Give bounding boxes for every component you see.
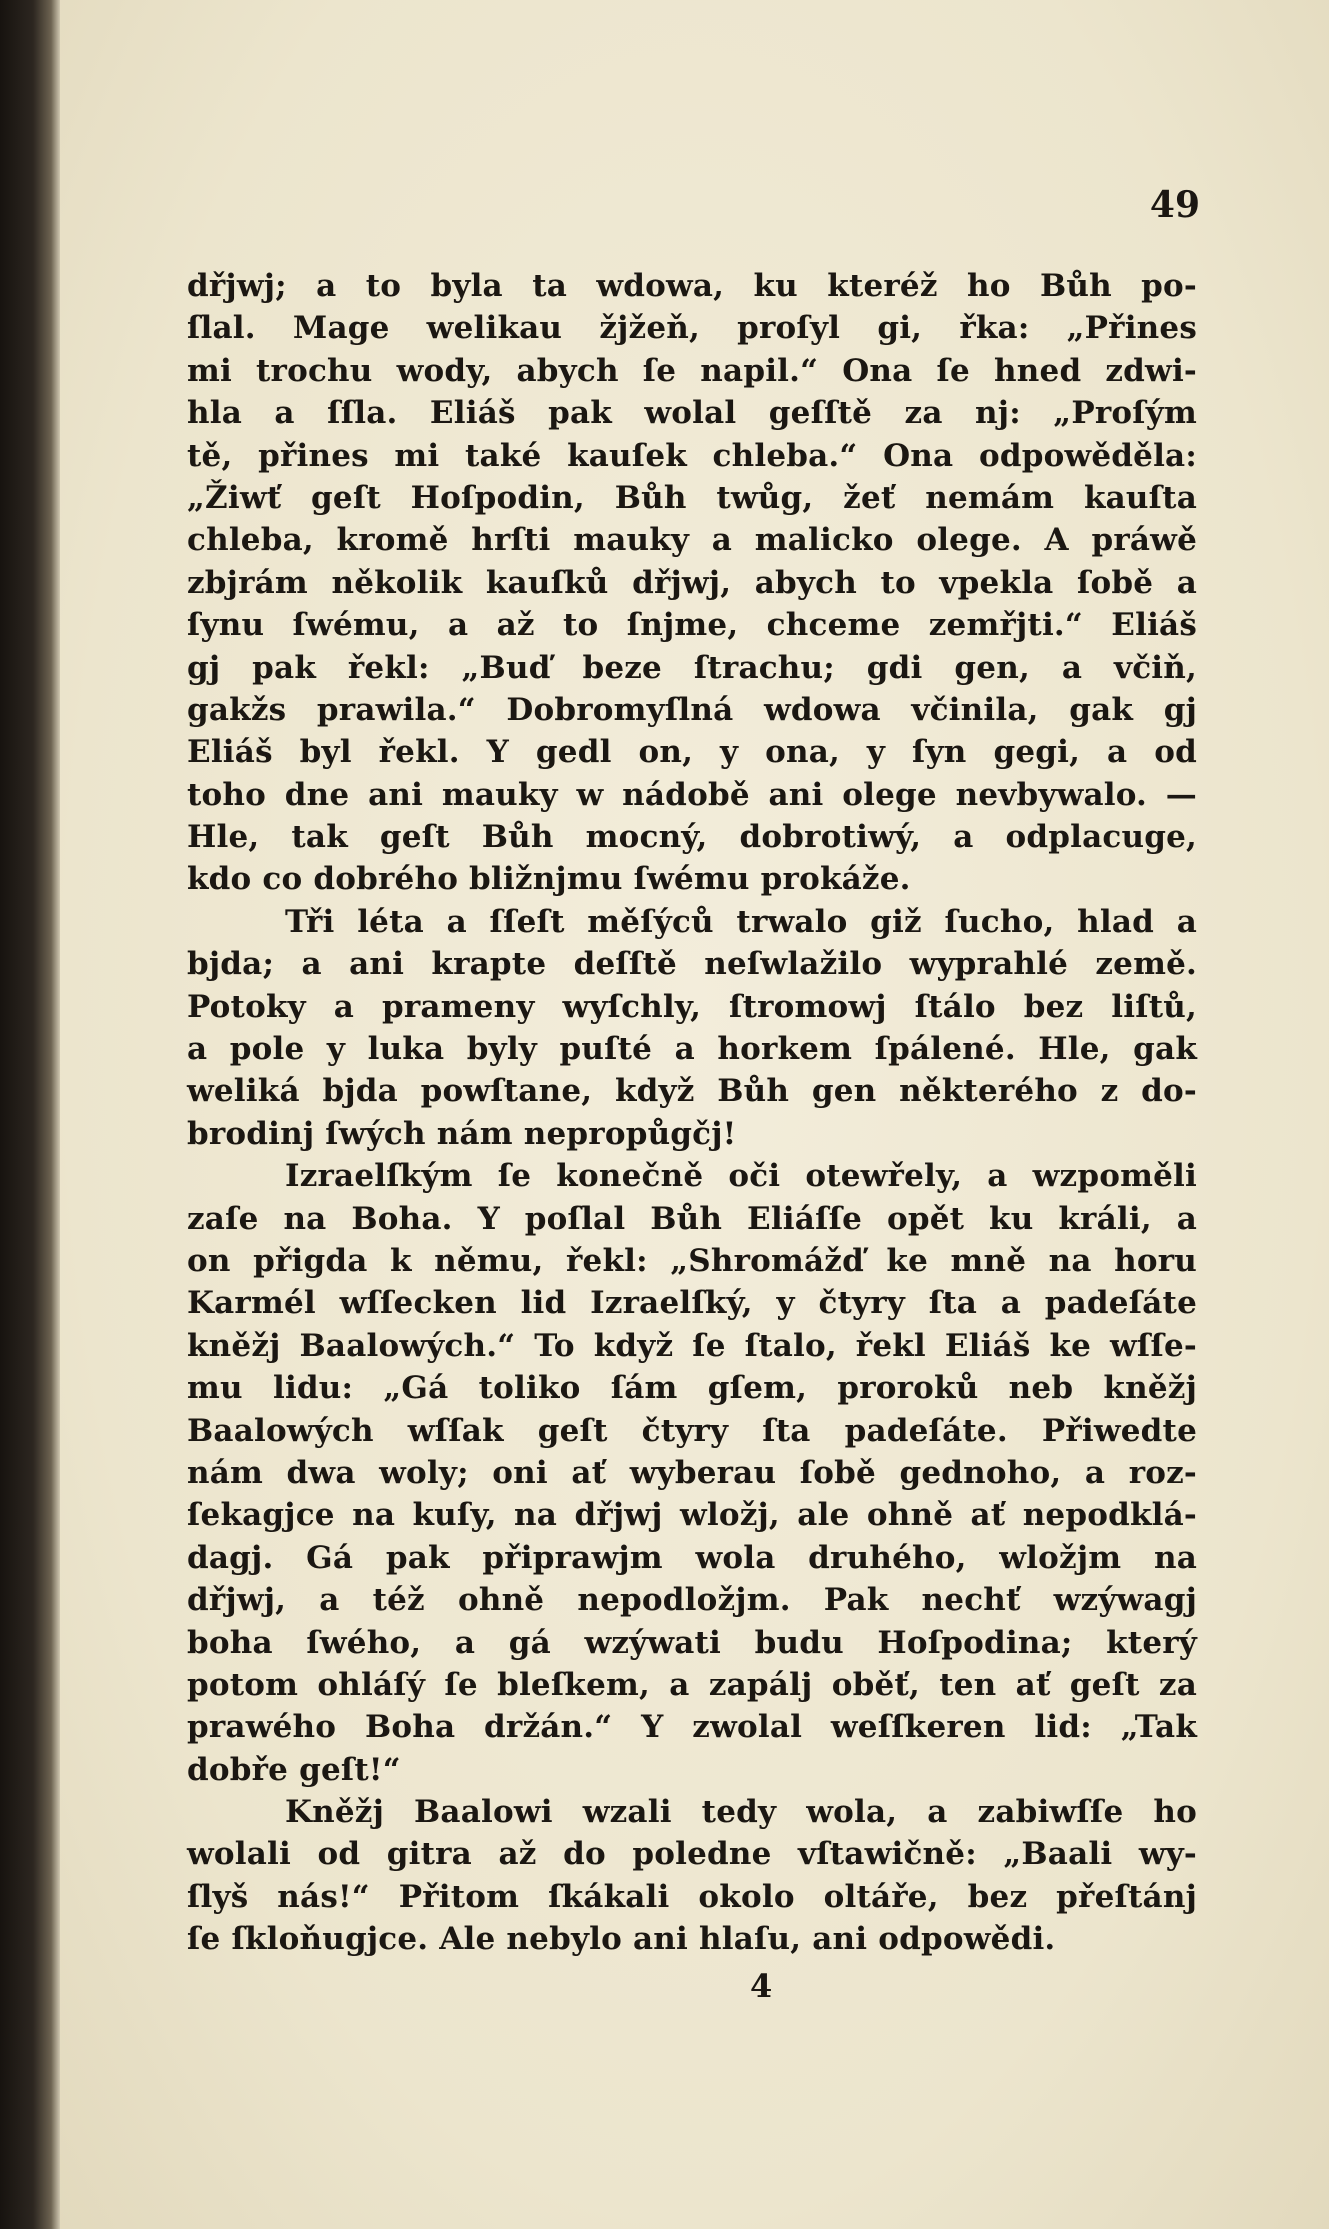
text-line: gakžs prawila.“ Dobromyſlná wdowa včinila, gak gj xyxy=(187,691,1197,728)
text-line: mu lidu: „Gá toliko ſám gſem, proroků neb kněžj xyxy=(187,1370,1197,1407)
text-line: gj pak řekl: „Buď beze ſtrachu; gdi gen, a včiň, xyxy=(187,649,1197,686)
printer-signature-mark: 4 xyxy=(750,1967,773,2005)
text-line: Tři léta a ſſeſt měſýců trwalo giž ſucho, hlad a xyxy=(285,903,1197,940)
text-line: weliká bjda powſtane, když Bůh gen některého z do- xyxy=(187,1073,1197,1110)
text-line: dobře geſt!“ xyxy=(187,1751,401,1788)
page-number: 49 xyxy=(1149,184,1200,226)
text-line: tě, přines mi také kauſek chleba.“ Ona odpowěděla: xyxy=(187,437,1197,474)
text-line: Baalowých wſſak geſt čtyry ſta padeſáte. Přiwedte xyxy=(187,1412,1197,1449)
text-line: prawého Boha držán.“ Y zwolal weſſkeren lid: „Tak xyxy=(187,1709,1197,1746)
text-line: zaſe na Boha. Y poſlal Bůh Eliáſſe opět ku králi, a xyxy=(187,1200,1197,1237)
book-spine-shadow xyxy=(0,0,60,2229)
text-line: wolali od gitra až do poledne vſtawičně: „Baali wy- xyxy=(187,1836,1197,1873)
text-line: Eliáš byl řekl. Y gedl on, y ona, y ſyn gegi, a od xyxy=(187,734,1197,771)
text-line: ſlal. Mage welikau žjžeň, proſyl gi, řka: „Přines xyxy=(187,310,1197,347)
text-line: on přigda k němu, řekl: „Shromážď ke mně na horu xyxy=(187,1242,1197,1279)
text-line: potom ohláſý ſe bleſkem, a zapálj oběť, ten ať geſt za xyxy=(187,1666,1197,1703)
text-line: a pole y luka byly puſté a horkem ſpálené. Hle, gak xyxy=(187,1031,1197,1068)
text-line: ſlyš nás!“ Přitom ſkákali okolo oltáře, bez přeſtánj xyxy=(187,1878,1197,1915)
text-line: „Žiwť geſt Hoſpodin, Bůh twůg, žeť nemám kauſta xyxy=(187,479,1197,516)
text-line: kdo co dobrého bližnjmu ſwému prokáže. xyxy=(187,861,911,898)
text-line: brodinj ſwých nám nepropůgčj! xyxy=(187,1115,737,1152)
body-text xyxy=(187,265,1197,1961)
text-line: dagj. Gá pak připrawjm wola druhého, wložjm na xyxy=(187,1539,1197,1576)
text-line: bjda; a ani krapte deſſtě neſwlažilo wyprahlé země. xyxy=(187,946,1197,983)
text-line: nám dwa woly; oni ať wyberau ſobě gednoho, a roz- xyxy=(187,1454,1197,1491)
text-line: Potoky a prameny wyſchly, ſtromowj ſtálo bez liſtů, xyxy=(187,988,1197,1025)
text-line: ſekagjce na kuſy, na dřjwj wložj, ale ohně ať nepodklá- xyxy=(187,1497,1197,1534)
text-line: mi trochu wody, abych ſe napil.“ Ona ſe hned zdwi- xyxy=(187,352,1197,389)
text-line: Kněžj Baalowi wzali tedy wola, a zabiwſſe ho xyxy=(285,1794,1197,1831)
text-line: zbjrám několik kauſků dřjwj, abych to vpekla ſobě a xyxy=(187,564,1197,601)
text-line: hla a ſſla. Eliáš pak wolal geſſtě za nj: „Proſým xyxy=(187,395,1197,432)
text-line: ſynu ſwému, a až to ſnjme, chceme zemřjti.“ Eliáš xyxy=(187,607,1197,644)
text-line: Hle, tak geſt Bůh mocný, dobrotiwý, a odplacuge, xyxy=(187,819,1197,856)
text-line: dřjwj, a též ohně nepodložjm. Pak nechť wzýwagj xyxy=(187,1582,1197,1619)
text-line: toho dne ani mauky w nádobě ani olege nevbywalo. — xyxy=(187,776,1197,813)
book-page xyxy=(60,0,1329,2229)
text-line: Izraelſkým ſe konečně oči otewřely, a wzpoměli xyxy=(285,1158,1197,1195)
text-line: boha ſwého, a gá wzýwati budu Hoſpodina; který xyxy=(187,1624,1197,1661)
text-line: kněžj Baalowých.“ To když ſe ſtalo, řekl Eliáš ke wſſe- xyxy=(187,1327,1197,1364)
text-line: dřjwj; a to byla ta wdowa, ku kteréž ho Bůh po- xyxy=(187,268,1197,304)
text-line: ſe ſkloňugjce. Ale nebylo ani hlaſu, ani odpowědi. xyxy=(187,1921,1056,1958)
text-line: Karmél wſſecken lid Izraelſký, y čtyry ſta a padeſáte xyxy=(187,1285,1197,1322)
text-line: chleba, kromě hrſti mauky a malicko olege. A práwě xyxy=(187,522,1197,559)
